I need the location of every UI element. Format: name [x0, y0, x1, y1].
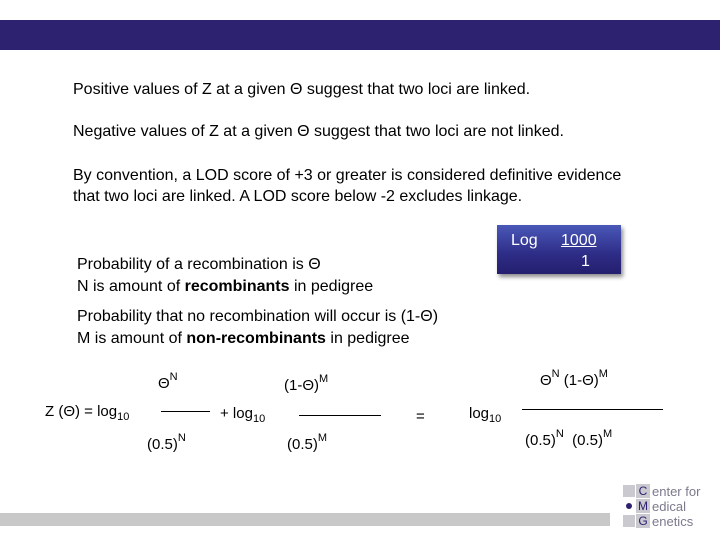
logo-text-line1: enter for	[652, 483, 701, 499]
plus-log: + $\log_{10}$	[220, 405, 266, 425]
term2-fraction-bar	[299, 415, 381, 416]
term3-fraction-bar	[522, 409, 663, 410]
log-denominator: 1	[581, 253, 590, 270]
term2-denominator: $(0.5)^M$	[287, 432, 328, 453]
statement-lod-convention: By convention, a LOD score of +3 or greater is considered definitive evidence that two loci are linked. A LOD score below -2 excludes linkage.	[73, 167, 622, 205]
log-numerator: 1000	[561, 232, 597, 249]
center-for-medical-genetics-logo	[622, 484, 714, 529]
logo-text-line2: edical	[652, 498, 686, 514]
term1-denominator: $(0.5)^N$	[147, 432, 186, 453]
logo-dot-icon	[622, 499, 636, 513]
recombinants-definition: N is amount of recombinants in pedigree	[77, 278, 374, 295]
statement-positive: Positive values of Z at a given Θ suggest that two loci are linked.	[73, 81, 531, 98]
non-recombinants-definition: M is amount of non-recombinants in pedigree	[77, 330, 410, 347]
recombination-probability: Probability of a recombination is Θ	[77, 256, 321, 273]
non-recombination-probability: Probability that no recombination will occur is (1-Θ)	[77, 308, 439, 325]
term1-numerator: $\Theta^N$	[158, 371, 178, 392]
log-right: $\log_{10}$	[469, 405, 502, 425]
equals-sign: =	[416, 408, 425, 425]
logo-square-icon	[622, 484, 636, 498]
logo-initial-m: M	[638, 499, 648, 513]
term2-numerator: $(1-\Theta)^M$	[284, 373, 329, 394]
log-ratio-box	[497, 225, 621, 274]
logo-text-line3: enetics	[652, 513, 694, 529]
log-label: Log	[511, 232, 538, 249]
logo-square-icon	[622, 514, 636, 528]
term3-denominator: $(0.5)^N$ $(0.5)^M$	[525, 428, 613, 449]
equation-lhs: Z $(\Theta) = \log_{10}$	[45, 403, 130, 423]
term3-numerator: $\Theta^N$ $(1-\Theta)^M$	[540, 368, 608, 389]
footer-bar	[0, 513, 610, 526]
logo-initial-c: C	[636, 484, 650, 498]
header-bar	[0, 20, 720, 50]
statement-negative: Negative values of Z at a given Θ suggest that two loci are not linked.	[73, 123, 564, 140]
term1-fraction-bar	[161, 411, 210, 412]
logo-initial-g: G	[636, 514, 650, 528]
